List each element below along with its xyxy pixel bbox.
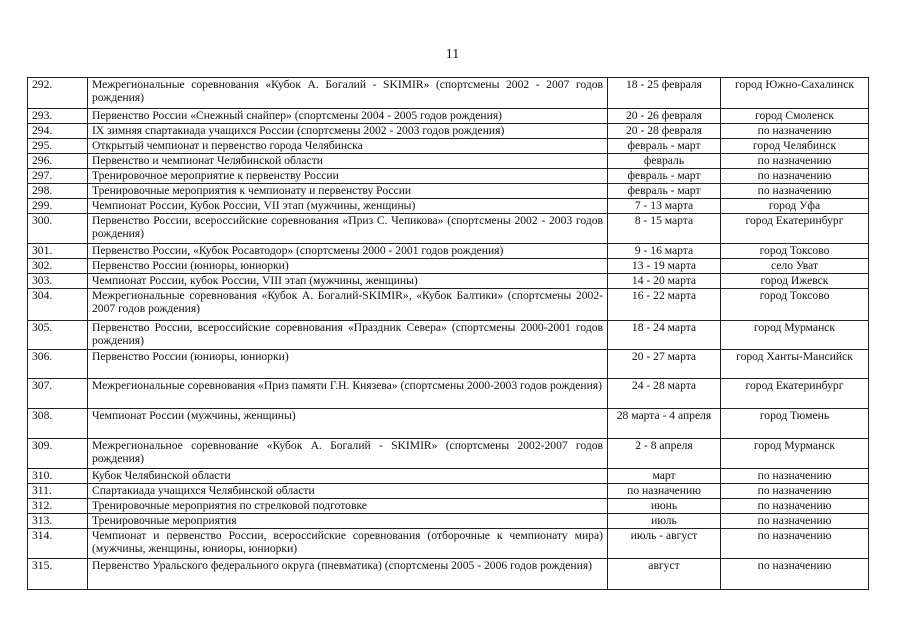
event-name: Кубок Челябинской области	[88, 469, 608, 484]
event-dates: февраль - март	[608, 169, 721, 184]
row-number: 302.	[28, 259, 88, 274]
row-number: 297.	[28, 169, 88, 184]
event-dates: февраль	[608, 154, 721, 169]
table-row	[28, 559, 869, 590]
table-row	[28, 321, 869, 350]
event-dates: 8 - 15 марта	[608, 214, 721, 244]
table-row	[28, 154, 869, 169]
event-name: Межрегиональные соревнования «Приз памяти Г.Н. Князева» (спортсмены 2000-2003 годов рождения)	[88, 379, 608, 409]
event-name: Первенство России (юниоры, юниорки)	[88, 259, 608, 274]
table-row	[28, 529, 869, 559]
event-place: по назначению	[721, 559, 869, 590]
events-table	[27, 77, 869, 590]
table-row	[28, 244, 869, 259]
table-row	[28, 484, 869, 499]
event-dates: по назначению	[608, 484, 721, 499]
event-name: Чемпионат России, Кубок России, VII этап (мужчины, женщины)	[88, 199, 608, 214]
table-row	[28, 169, 869, 184]
row-number: 306.	[28, 350, 88, 379]
row-number: 307.	[28, 379, 88, 409]
table-row	[28, 78, 869, 109]
table-row	[28, 259, 869, 274]
event-dates: 2 - 8 апреля	[608, 439, 721, 469]
row-number: 312.	[28, 499, 88, 514]
event-dates: 20 - 27 марта	[608, 350, 721, 379]
row-number: 314.	[28, 529, 88, 559]
row-number: 298.	[28, 184, 88, 199]
event-place: город Мурманск	[721, 439, 869, 469]
event-dates: август	[608, 559, 721, 590]
row-number: 295.	[28, 139, 88, 154]
table-row	[28, 274, 869, 289]
event-place: город Токсово	[721, 244, 869, 259]
row-number: 300.	[28, 214, 88, 244]
event-place: город Челябинск	[721, 139, 869, 154]
event-place: по назначению	[721, 529, 869, 559]
event-place: город Мурманск	[721, 321, 869, 350]
row-number: 310.	[28, 469, 88, 484]
table-row	[28, 124, 869, 139]
event-place: по назначению	[721, 469, 869, 484]
table-row	[28, 350, 869, 379]
event-place: по назначению	[721, 499, 869, 514]
event-place: город Тюмень	[721, 409, 869, 439]
event-place: по назначению	[721, 169, 869, 184]
table-row	[28, 379, 869, 409]
event-dates: 16 - 22 марта	[608, 289, 721, 321]
event-name: Первенство России (юниоры, юниорки)	[88, 350, 608, 379]
event-place: город Екатеринбург	[721, 379, 869, 409]
row-number: 299.	[28, 199, 88, 214]
event-dates: 24 - 28 марта	[608, 379, 721, 409]
table-row	[28, 499, 869, 514]
table-row	[28, 439, 869, 469]
row-number: 313.	[28, 514, 88, 529]
event-dates: 18 - 25 февраля	[608, 78, 721, 109]
table-row	[28, 184, 869, 199]
event-place: село Уват	[721, 259, 869, 274]
event-dates: февраль - март	[608, 184, 721, 199]
event-place: по назначению	[721, 514, 869, 529]
event-name: Межрегиональные соревнования «Кубок А. Богалий - SKIMIR» (спортсмены 2002 - 2007 годов рождения)	[88, 78, 608, 109]
event-name: Первенство России «Снежный снайпер» (спортсмены 2004 - 2005 годов рождения)	[88, 109, 608, 124]
event-name: Первенство России, «Кубок Росавтодор» (спортсмены 2000 - 2001 годов рождения)	[88, 244, 608, 259]
row-number: 292.	[28, 78, 88, 109]
event-name: IX зимняя спартакиада учащихся России (спортсмены 2002 - 2003 годов рождения)	[88, 124, 608, 139]
event-name: Первенство и чемпионат Челябинской области	[88, 154, 608, 169]
event-dates: 7 - 13 марта	[608, 199, 721, 214]
row-number: 315.	[28, 559, 88, 590]
row-number: 305.	[28, 321, 88, 350]
event-dates: июнь	[608, 499, 721, 514]
event-name: Открытый чемпионат и первенство города Челябинска	[88, 139, 608, 154]
event-place: город Смоленск	[721, 109, 869, 124]
row-number: 296.	[28, 154, 88, 169]
page-number: 11	[445, 47, 460, 62]
event-place: город Уфа	[721, 199, 869, 214]
event-name: Первенство России, всероссийские соревнования «Праздник Севера» (спортсмены 2000-2001 годов рождения)	[88, 321, 608, 350]
table-row	[28, 139, 869, 154]
event-name: Межрегиональное соревнование «Кубок А. Богалий - SKIMIR» (спортсмены 2002-2007 годов рождения)	[88, 439, 608, 469]
event-name: Спартакиада учащихся Челябинской области	[88, 484, 608, 499]
event-name: Тренировочные мероприятия	[88, 514, 608, 529]
event-dates: 28 марта - 4 апреля	[608, 409, 721, 439]
row-number: 304.	[28, 289, 88, 321]
event-dates: 18 - 24 марта	[608, 321, 721, 350]
event-place: по назначению	[721, 154, 869, 169]
event-name: Межрегиональные соревнования «Кубок А. Богалий-SKIMIR», «Кубок Балтики» (спортсмены 2002-2007 годов рождения)	[88, 289, 608, 321]
table-row	[28, 409, 869, 439]
event-dates: 13 - 19 марта	[608, 259, 721, 274]
event-name: Первенство России, всероссийские соревнования «Приз С. Чепикова» (спортсмены 2002 - 2003 годов рождения)	[88, 214, 608, 244]
table-row	[28, 289, 869, 321]
row-number: 303.	[28, 274, 88, 289]
events-table-body	[28, 78, 869, 590]
table-row	[28, 199, 869, 214]
event-dates: 20 - 26 февраля	[608, 109, 721, 124]
event-name: Чемпионат и первенство России, всероссийские соревнования (отборочные к чемпионату мира) (мужчины, женщины, юниоры, юниорки)	[88, 529, 608, 559]
table-row	[28, 214, 869, 244]
event-place: по назначению	[721, 184, 869, 199]
event-dates: 20 - 28 февраля	[608, 124, 721, 139]
event-place: город Токсово	[721, 289, 869, 321]
event-name: Первенство Уральского федерального округа (пневматика) (спортсмены 2005 - 2006 годов рождения)	[88, 559, 608, 590]
event-place: по назначению	[721, 124, 869, 139]
event-name: Тренировочное мероприятие к первенству России	[88, 169, 608, 184]
event-name: Чемпионат России (мужчины, женщины)	[88, 409, 608, 439]
table-row	[28, 514, 869, 529]
event-name: Тренировочные мероприятия к чемпионату и первенству России	[88, 184, 608, 199]
row-number: 309.	[28, 439, 88, 469]
row-number: 293.	[28, 109, 88, 124]
row-number: 301.	[28, 244, 88, 259]
event-name: Тренировочные мероприятия по стрелковой подготовке	[88, 499, 608, 514]
event-place: город Ханты-Мансийск	[721, 350, 869, 379]
event-dates: 9 - 16 марта	[608, 244, 721, 259]
event-place: город Южно-Сахалинск	[721, 78, 869, 109]
event-dates: 14 - 20 марта	[608, 274, 721, 289]
event-dates: июль	[608, 514, 721, 529]
event-name: Чемпионат России, кубок России, VIII этап (мужчины, женщины)	[88, 274, 608, 289]
event-dates: март	[608, 469, 721, 484]
table-row	[28, 469, 869, 484]
table-row	[28, 109, 869, 124]
event-place: по назначению	[721, 484, 869, 499]
event-dates: июль - август	[608, 529, 721, 559]
row-number: 294.	[28, 124, 88, 139]
row-number: 308.	[28, 409, 88, 439]
row-number: 311.	[28, 484, 88, 499]
event-dates: февраль - март	[608, 139, 721, 154]
event-place: город Екатеринбург	[721, 214, 869, 244]
event-place: город Ижевск	[721, 274, 869, 289]
